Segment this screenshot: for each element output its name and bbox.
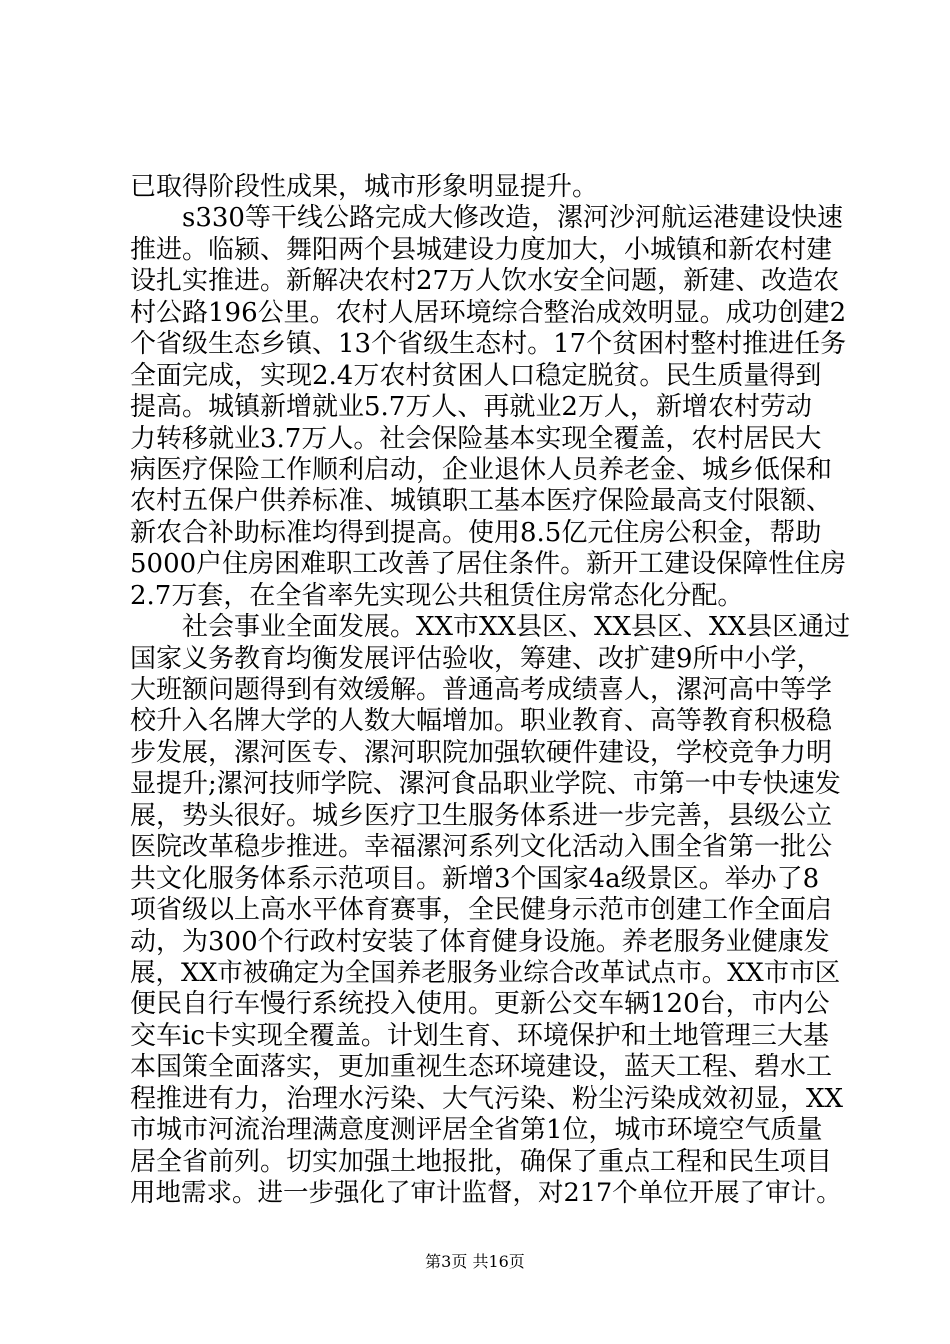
text-line: 展，XX市被确定为全国养老服务业综合改革试点市。XX市市区: [130, 957, 841, 988]
text-line: 便民自行车慢行系统投入使用。更新公交车辆120台，市内公: [130, 989, 830, 1020]
text-line: 居全省前列。切实加强土地报批，确保了重点工程和民生项目: [130, 1146, 833, 1177]
document-body: [130, 172, 850, 1209]
text-line: 已取得阶段性成果，城市形象明显提升。: [130, 172, 599, 202]
text-line: 2.7万套，在全省率先实现公共租赁住房常态化分配。: [130, 580, 744, 611]
text-line: 大班额问题得到有效缓解。普通高考成绩喜人，漯河高中等学: [130, 675, 833, 705]
text-line: 交车ic卡实现全覆盖。计划生育、环境保护和土地管理三大基: [130, 1020, 829, 1051]
text-line: 本国策全面落实，更加重视生态环境建设，蓝天工程、碧水工: [130, 1052, 833, 1083]
page-number: 第3页 共16页: [425, 1252, 525, 1271]
text-line: 提高。城镇新增就业5.7万人、再就业2万人，新增农村劳动: [130, 392, 812, 423]
text-line: 村公路196公里。农村人居环境综合整治成效明显。成功创建2: [130, 297, 847, 328]
text-line: 推进。临颍、舞阳两个县城建设力度加大，小城镇和新农村建: [130, 234, 833, 265]
text-line: 新农合补助标准均得到提高。使用8.5亿元住房公积金，帮助: [130, 517, 822, 548]
text-line: 项省级以上高水平体育赛事，全民健身示范市创建工作全面启: [130, 895, 833, 926]
text-line: 全面完成，实现2.4万农村贫困人口稳定脱贫。民生质量得到: [130, 360, 822, 391]
text-line: 农村五保户供养标准、城镇职工基本医疗保险最高支付限额、: [130, 486, 833, 517]
text-line: 市城市河流治理满意度测评居全省第1位，城市环境空气质量: [130, 1115, 823, 1146]
text-line: 医院改革稳步推进。幸福漯河系列文化活动入围全省第一批公: [130, 832, 833, 863]
text-line: 动，为300个行政村安装了体育健身设施。养老服务业健康发: [130, 926, 830, 957]
paragraph-start-line: s330等干线公路完成大修改造，漯河沙河航运港建设快速: [182, 203, 843, 234]
text-line: 程推进有力，治理水污染、大气污染、粉尘污染成效初显，XX: [130, 1083, 844, 1114]
text-line: 病医疗保险工作顺利启动，企业退休人员养老金、城乡低保和: [130, 454, 833, 485]
text-line: 5000户住房困难职工改善了居住条件。新开工建设保障性住房: [130, 549, 847, 580]
text-line: 共文化服务体系示范项目。新增3个国家4a级景区。举办了8: [130, 863, 820, 894]
text-line: 显提升;漯河技师学院、漯河食品职业学院、市第一中专快速发: [130, 769, 841, 800]
text-line: 国家义务教育均衡发展评估验收，筹建、改扩建9所中小学，: [130, 643, 823, 674]
page-footer: [0, 1252, 950, 1272]
text-line: 个省级生态乡镇、13个省级生态村。17个贫困村整村推进任务: [130, 329, 847, 360]
text-line: 设扎实推进。新解决农村27万人饮水安全问题，新建、改造农: [130, 266, 840, 297]
text-line: 用地需求。进一步强化了审计监督，对217个单位开展了审计。: [130, 1178, 842, 1208]
text-line: 校升入名牌大学的人数大幅增加。职业教育、高等教育积极稳: [130, 706, 833, 737]
text-line: 展，势头很好。城乡医疗卫生服务体系进一步完善，县级公立: [130, 800, 833, 831]
text-line: 步发展，漯河医专、漯河职院加强软硬件建设，学校竞争力明: [130, 737, 833, 768]
paragraph-start-line: 社会事业全面发展。XX市XX县区、XX县区、XX县区通过: [182, 612, 851, 643]
text-line: 力转移就业3.7万人。社会保险基本实现全覆盖，农村居民大: [130, 423, 822, 454]
